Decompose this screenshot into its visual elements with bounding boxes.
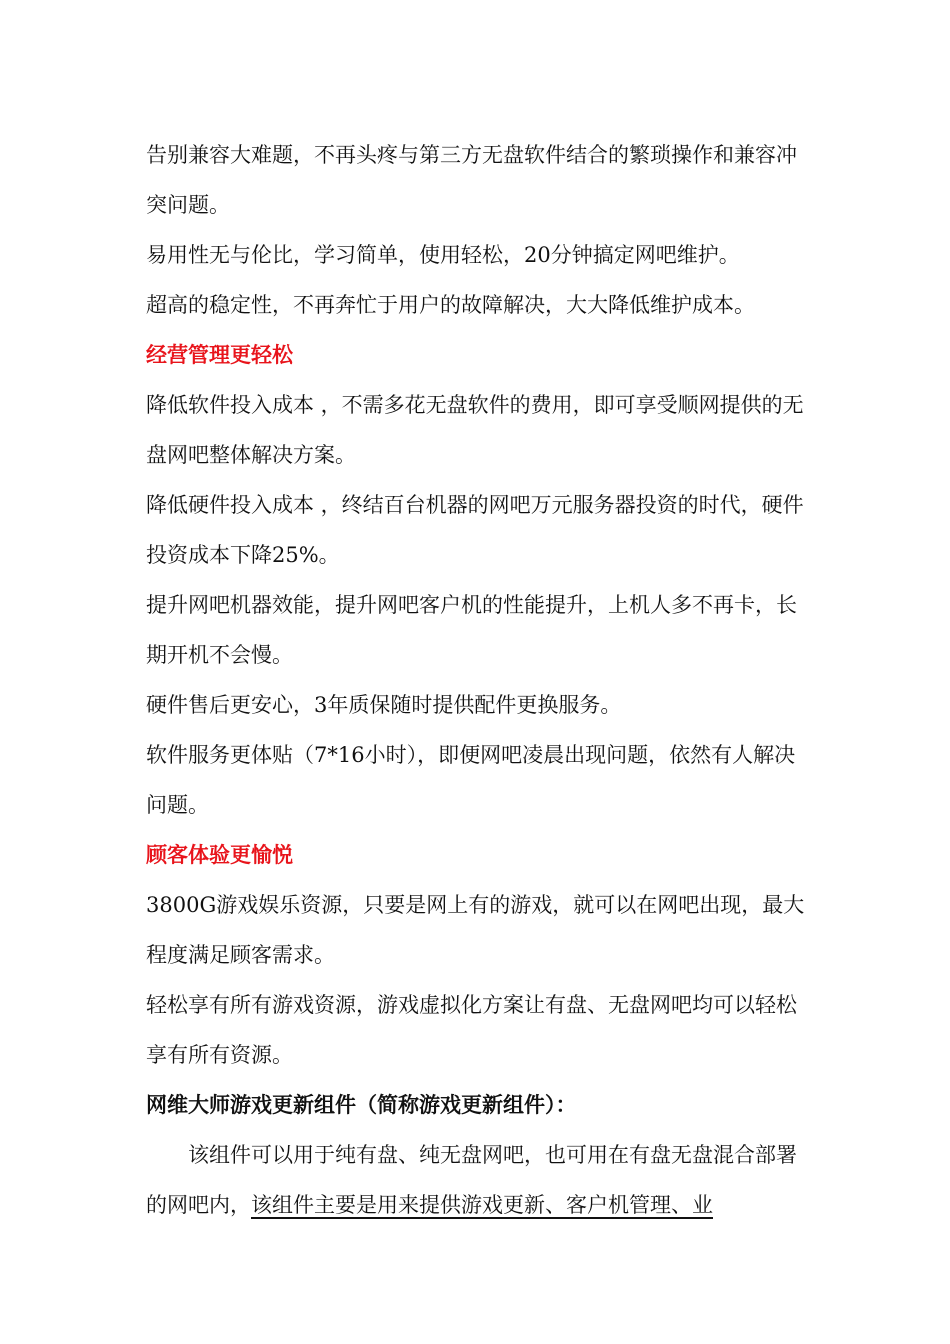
document-body — [146, 130, 814, 1230]
section-heading-update-component: 网维大师游戏更新组件（简称游戏更新组件）： — [146, 1093, 577, 1117]
section-heading-customer: 顾客体验更愉悦 — [146, 843, 293, 867]
paragraph-component-description — [146, 1130, 814, 1230]
paragraph-performance: 提升网吧机器效能，提升网吧客户机的性能提升，上机人多不再卡，长期开机不会慢。 — [146, 593, 797, 667]
paragraph-game-resources: 3800G游戏娱乐资源，只要是网上有的游戏，就可以在网吧出现，最大程度满足顾客需求。 — [146, 893, 805, 967]
paragraph-usability: 易用性无与伦比，学习简单，使用轻松，20分钟搞定网吧维护。 — [146, 243, 740, 267]
component-description-underlined: 该组件主要是用来提供游戏更新、客户机管理、业 — [251, 1193, 713, 1217]
paragraph-compatibility: 告别兼容大难题，不再头疼与第三方无盘软件结合的繁琐操作和兼容冲突问题。 — [146, 143, 797, 217]
paragraph-virtualization: 轻松享有所有游戏资源，游戏虚拟化方案让有盘、无盘网吧均可以轻松享有所有资源。 — [146, 993, 797, 1067]
section-heading-management: 经营管理更轻松 — [146, 343, 293, 367]
component-description-plain: 该组件可以用于纯有盘、纯无盘网吧，也可用在有盘无盘混合部署的网吧内， — [146, 1143, 797, 1217]
paragraph-software-cost: 降低软件投入成本 ，不需多花无盘软件的费用，即可享受顺网提供的无盘网吧整体解决方案。 — [146, 393, 804, 467]
paragraph-service: 软件服务更体贴（7*16小时），即便网吧凌晨出现问题，依然有人解决问题。 — [146, 743, 796, 817]
paragraph-hardware-cost: 降低硬件投入成本 ，终结百台机器的网吧万元服务器投资的时代，硬件投资成本下降25%。 — [146, 493, 804, 567]
paragraph-warranty: 硬件售后更安心，3年质保随时提供配件更换服务。 — [146, 693, 622, 717]
paragraph-stability: 超高的稳定性，不再奔忙于用户的故障解决，大大降低维护成本。 — [146, 293, 755, 317]
